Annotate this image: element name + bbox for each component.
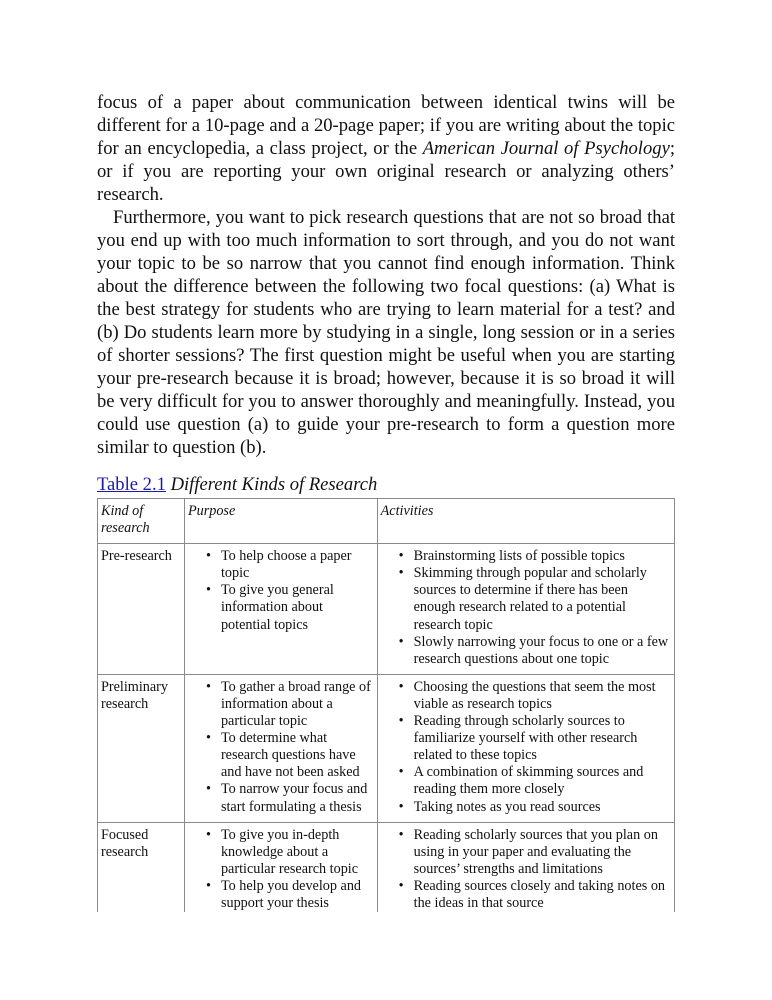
journal-title: American Journal of Psychology [422, 138, 670, 159]
kind-cell: Pre-research [98, 544, 185, 675]
activity-item: • Reading scholarly sources that you plan on using in your paper and evaluating the sources’ strengths and limitations [414, 827, 670, 878]
activity-item: • Reading through scholarly sources to familiarize yourself with other research related to these topics [414, 713, 670, 764]
activity-item: • Taking notes as you read sources [414, 799, 670, 816]
purpose-item: • To gather a broad range of information about a particular topic [221, 679, 373, 730]
activities-cell [377, 822, 674, 912]
kind-cell: Preliminary research [98, 674, 185, 822]
table-header-row [98, 499, 675, 544]
research-table [97, 498, 675, 912]
paragraph-1-text-start: focus of a paper about communication between identical twins will be different for a 10-page and a 20-page paper; if you are writing about the topic for an encyclopedia, a class project, or the [97, 92, 675, 159]
purpose-item: • To give you general information about potential topics [221, 582, 373, 633]
purpose-item: • To help choose a paper topic [221, 548, 373, 582]
header-activities: Activities [377, 499, 674, 544]
paragraph-1-text-end: ; or if you are reporting your own original research or analyzing others’ research. [97, 138, 675, 205]
document-page [97, 91, 675, 912]
purpose-cell [184, 674, 377, 822]
table-row [98, 674, 675, 822]
activities-cell [377, 544, 674, 675]
activity-item: • Reading sources closely and taking notes on the ideas in that source [414, 878, 670, 912]
header-purpose: Purpose [184, 499, 377, 544]
purpose-item: • To narrow your focus and start formulating a thesis [221, 781, 373, 815]
purpose-item: • To give you in-depth knowledge about a particular research topic [221, 827, 373, 878]
header-kind: Kind of research [98, 499, 185, 544]
purpose-item: • To help you develop and support your thesis [221, 878, 373, 912]
activity-item: • Choosing the questions that seem the most viable as research topics [414, 679, 670, 713]
paragraph-1 [97, 91, 675, 206]
kind-cell: Focused research [98, 822, 185, 912]
activity-item: • Skimming through popular and scholarly sources to determine if there has been enough research related to a potential research topic [414, 565, 670, 633]
table-caption [97, 473, 675, 496]
table-row [98, 822, 675, 912]
purpose-item: • To determine what research questions have and have not been asked [221, 730, 373, 781]
table-row [98, 544, 675, 675]
paragraph-2: Furthermore, you want to pick research questions that are not so broad that you end up with too much information to sort through, and you do not want your topic to be so narrow that you cannot find enough information. Think about the difference between the following two focal questions: (a) What is the best strategy for students who are trying to learn material for a test? and (b) Do students learn more by studying in a single, long session or in a series of shorter sessions? The first question might be useful when you are starting your pre-research because it is broad; however, because it is so broad it will be very difficult for you to answer thoroughly and meaningfully. Instead, you could use question (a) to guide your pre-research to form a question more similar to question (b). [97, 207, 675, 458]
activity-item: • Slowly narrowing your focus to one or a few research questions about one topic [414, 634, 670, 668]
activity-item: • Brainstorming lists of possible topics [414, 548, 670, 565]
activity-item: • A combination of skimming sources and reading them more closely [414, 764, 670, 798]
purpose-cell [184, 544, 377, 675]
purpose-cell [184, 822, 377, 912]
table-link[interactable]: Table 2.1 [97, 474, 166, 495]
table-title: Different Kinds of Research [170, 474, 378, 495]
activities-cell [377, 674, 674, 822]
